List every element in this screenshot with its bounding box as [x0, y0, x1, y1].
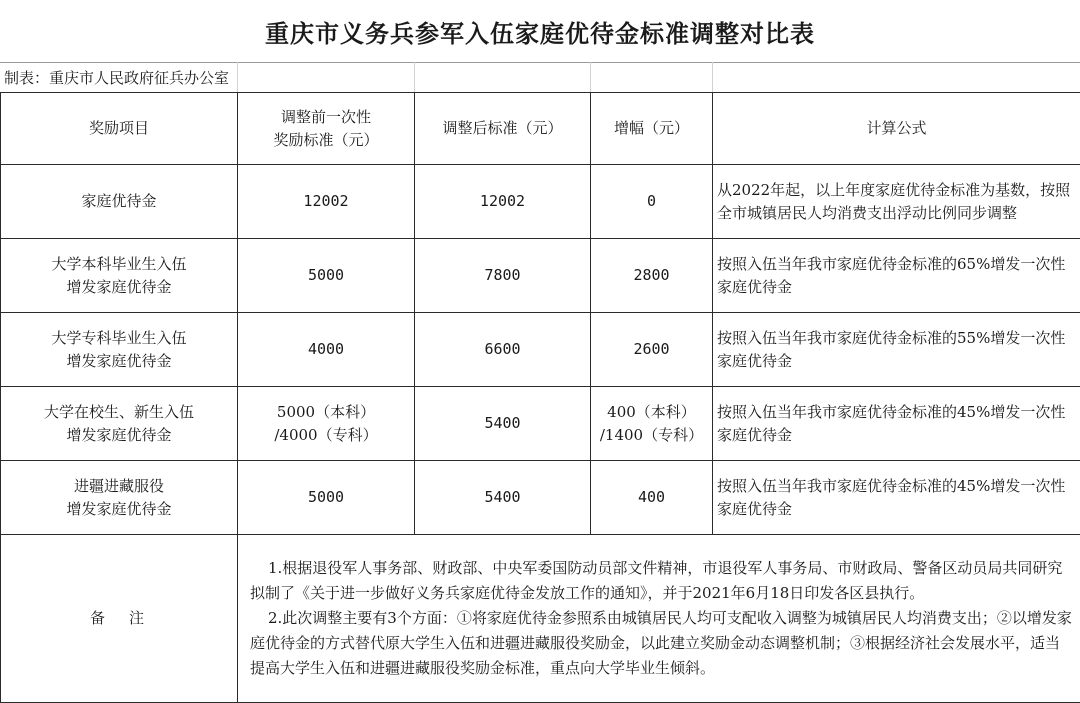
cell-after: 5400	[415, 387, 591, 461]
item-line1: 家庭优待金	[81, 192, 157, 210]
header-item: 奖励项目	[1, 93, 238, 165]
cell-before: 5000	[238, 461, 415, 535]
header-before	[238, 93, 415, 165]
item-line2: 增发家庭优待金	[66, 499, 172, 518]
cell-increase: 2600	[591, 313, 713, 387]
page-title: 重庆市义务兵参军入伍家庭优待金标准调整对比表	[265, 19, 815, 48]
table-header-row	[1, 93, 1080, 165]
table-row	[1, 239, 1080, 313]
item-line2: 增发家庭优待金	[66, 425, 172, 444]
cell-item	[1, 313, 238, 387]
cell-after: 5400	[415, 461, 591, 535]
cell-item	[1, 461, 238, 535]
grid-line	[712, 62, 713, 92]
cell-increase	[591, 387, 713, 461]
cell-increase: 0	[591, 165, 713, 239]
item-line2: 增发家庭优待金	[66, 277, 172, 296]
header-formula: 计算公式	[713, 93, 1080, 165]
item-line1: 大学在校生、新生入伍	[43, 402, 194, 421]
table-row	[1, 387, 1080, 461]
before-line2: /4000（专科）	[274, 425, 378, 444]
header-before-line1: 调整前一次性	[280, 107, 371, 126]
cell-formula: 从2022年起，以上年度家庭优待金标准为基数，按照全市城镇居民人均消费支出浮动比例同步调整	[713, 165, 1080, 239]
cell-item	[1, 387, 238, 461]
cell-before: 5000	[238, 239, 415, 313]
note-paragraph-2: 2.此次调整主要有3个方面：①将家庭优待金参照系由城镇居民人均可支配收入调整为城镇居民人均消费支出；②以增发家庭优待金的方式替代原大学生入伍和进疆进藏服役奖励金，以此建立奖励金动态调整机制；③根据经济社会发展水平，适当提高大学生入伍和进疆进藏服役奖励金标准，重点向大学毕业生倾斜。	[250, 609, 1072, 677]
table-maker: 制表：重庆市人民政府征兵办公室	[0, 62, 1080, 92]
cell-formula: 按照入伍当年我市家庭优待金标准的45%增发一次性家庭优待金	[713, 387, 1080, 461]
comparison-table	[0, 92, 1080, 703]
increase-line2: /1400（专科）	[599, 425, 704, 444]
item-line1: 大学本科毕业生入伍	[51, 254, 187, 273]
before-line1: 5000（本科）	[276, 402, 376, 421]
table-row	[1, 313, 1080, 387]
cell-formula: 按照入伍当年我市家庭优待金标准的55%增发一次性家庭优待金	[713, 313, 1080, 387]
cell-after: 12002	[415, 165, 591, 239]
cell-after: 7800	[415, 239, 591, 313]
notes-label: 备注	[1, 535, 238, 703]
notes-text	[238, 535, 1080, 703]
header-after: 调整后标准（元）	[415, 93, 591, 165]
cell-increase: 2800	[591, 239, 713, 313]
note-paragraph-1: 1.根据退役军人事务部、财政部、中央军委国防动员部文件精神，市退役军人事务局、市财政局、警备区动员局共同研究拟制了《关于进一步做好义务兵家庭优待金发放工作的通知》，并于2021年6月18日印发各区县执行。	[250, 559, 1063, 602]
increase-line1: 400（本科）	[607, 402, 696, 421]
item-line1: 大学专科毕业生入伍	[51, 328, 187, 347]
cell-increase: 400	[591, 461, 713, 535]
notes-row	[1, 535, 1080, 703]
item-line1: 进疆进藏服役	[73, 476, 164, 495]
item-line2: 增发家庭优待金	[66, 351, 172, 370]
cell-formula: 按照入伍当年我市家庭优待金标准的45%增发一次性家庭优待金	[713, 461, 1080, 535]
table-row	[1, 165, 1080, 239]
table-row	[1, 461, 1080, 535]
cell-after: 6600	[415, 313, 591, 387]
cell-item	[1, 165, 238, 239]
grid-line	[414, 62, 415, 92]
cell-formula: 按照入伍当年我市家庭优待金标准的65%增发一次性家庭优待金	[713, 239, 1080, 313]
title-bar	[0, 0, 1080, 62]
cell-before	[238, 387, 415, 461]
header-before-line2: 奖励标准（元）	[273, 130, 379, 149]
header-increase: 增幅（元）	[591, 93, 713, 165]
grid-line	[590, 62, 591, 92]
cell-item	[1, 239, 238, 313]
grid-line	[237, 62, 238, 92]
cell-before: 4000	[238, 313, 415, 387]
cell-before: 12002	[238, 165, 415, 239]
